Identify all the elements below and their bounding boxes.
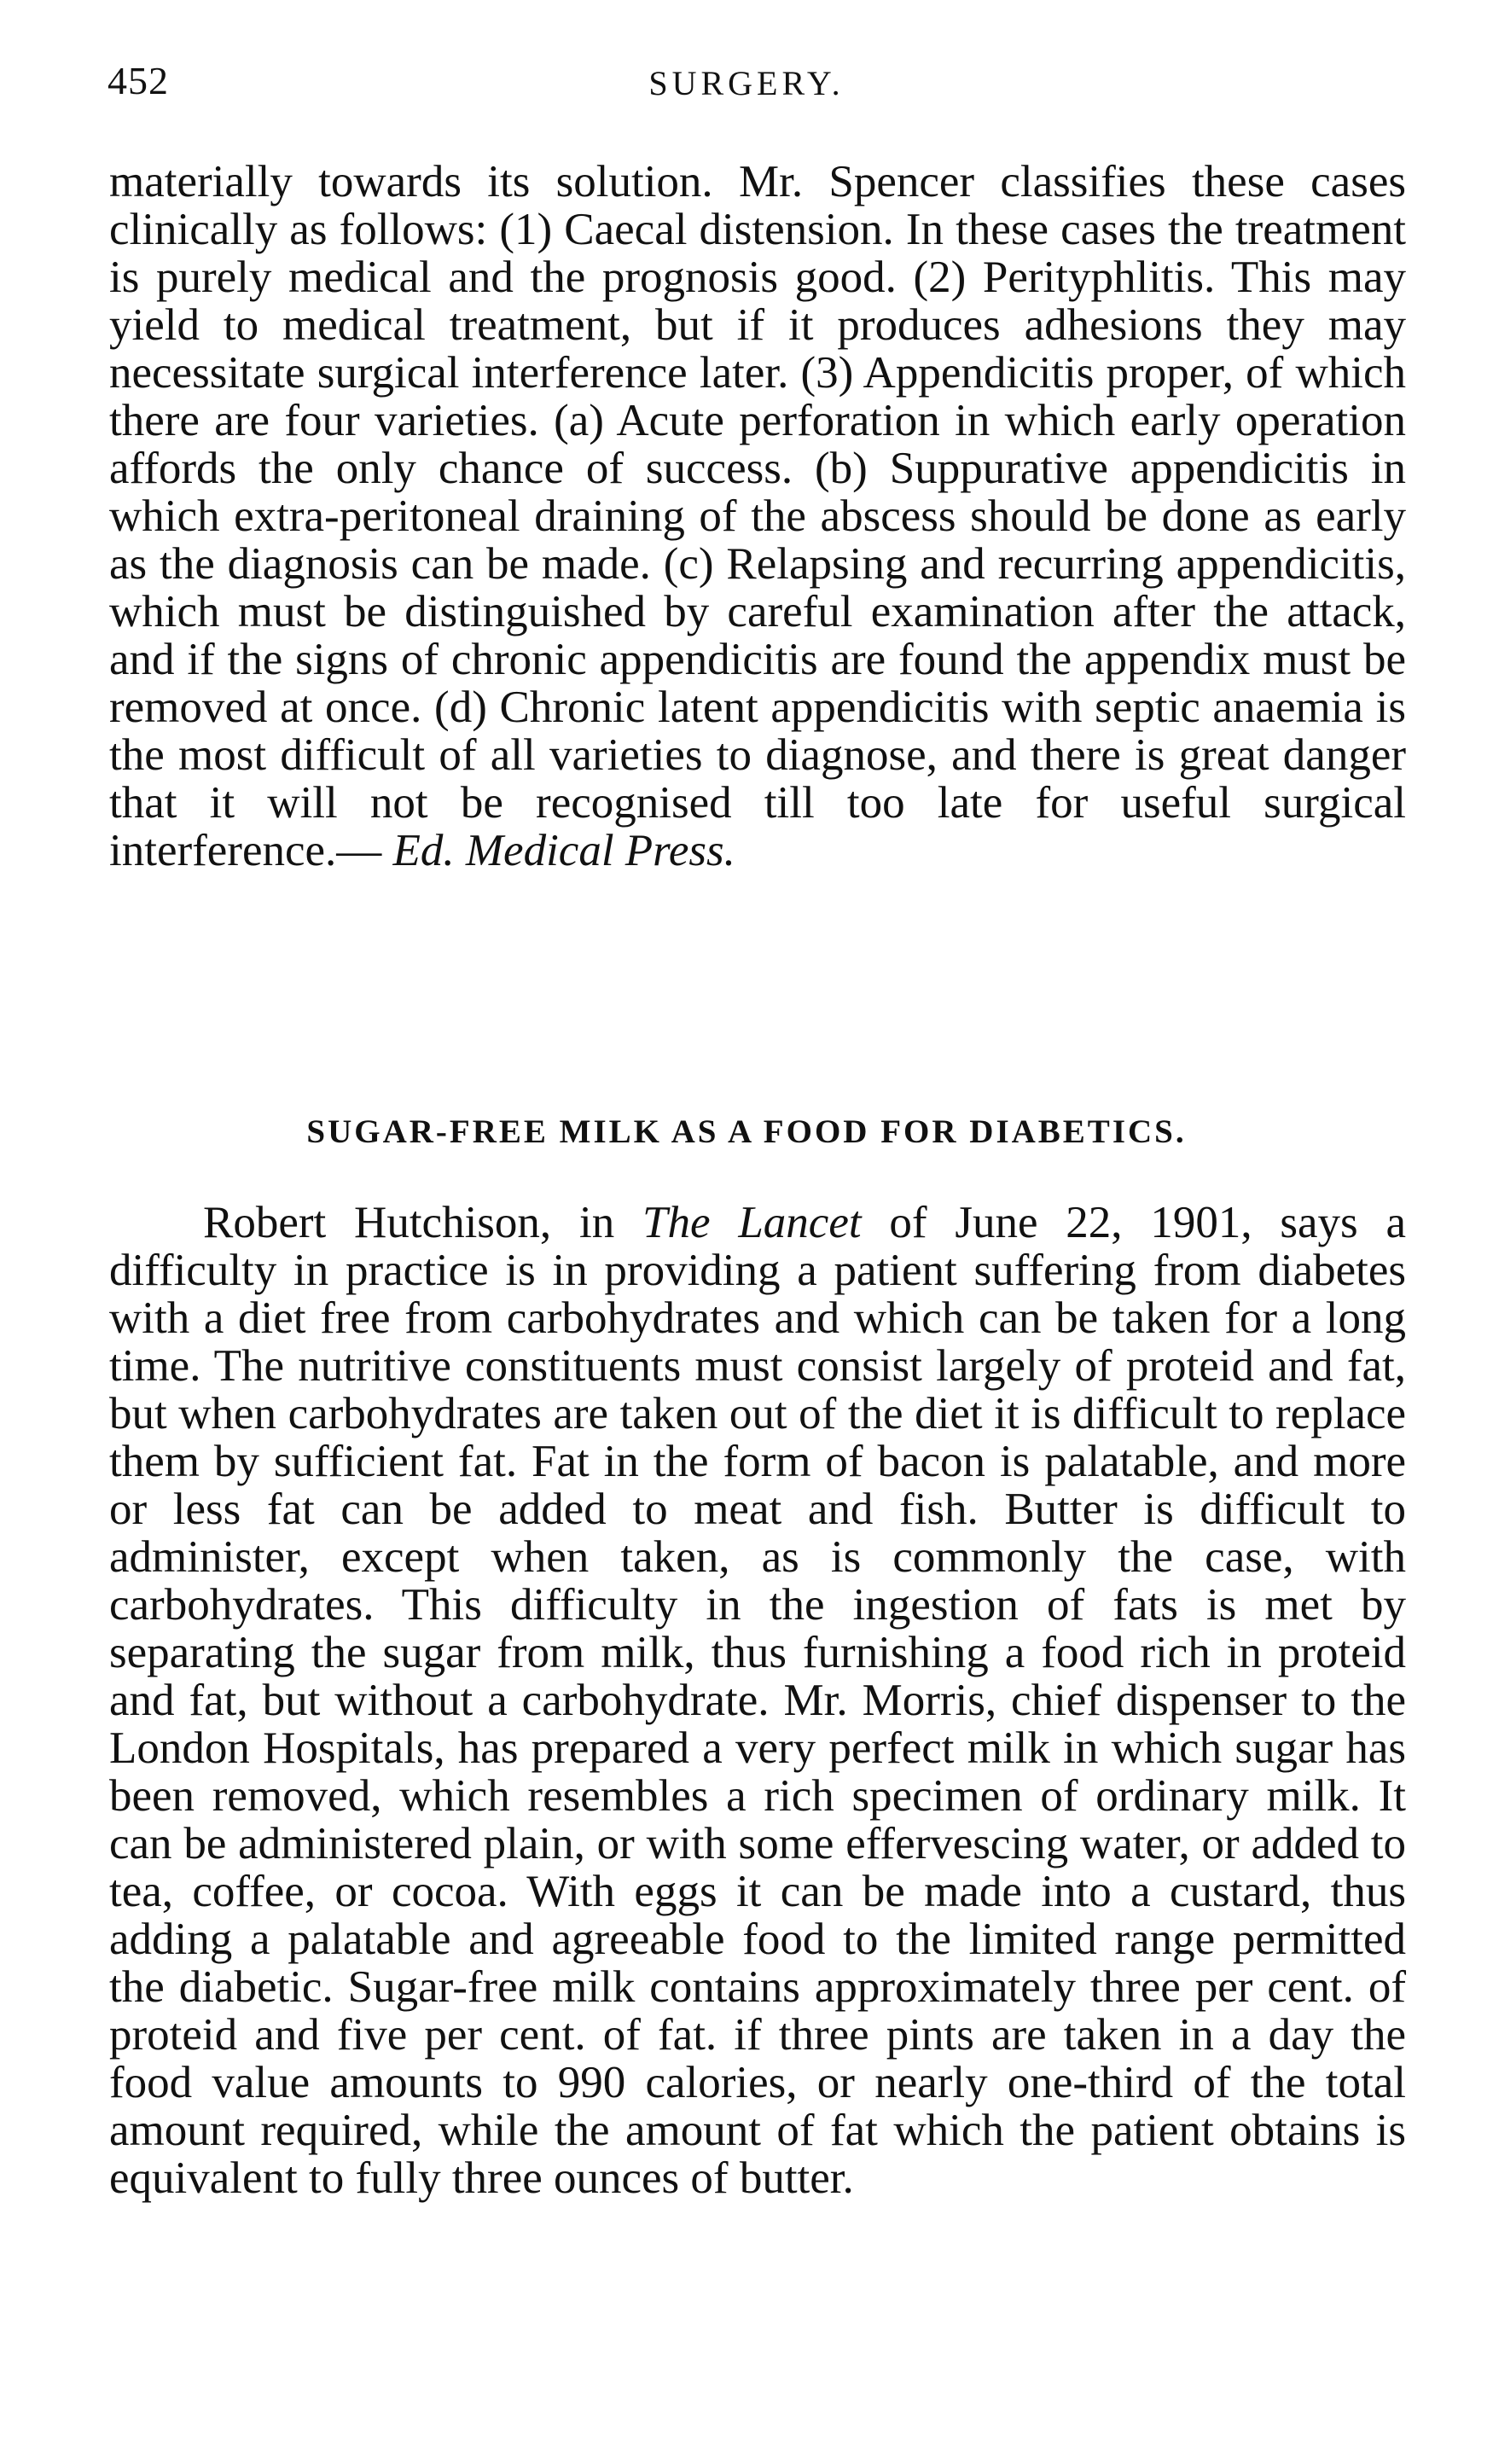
section-heading: SUGAR-FREE MILK AS A FOOD FOR DIABETICS. <box>306 1113 1187 1150</box>
journal-title: The Lancet <box>642 1198 862 1247</box>
source-signature: Ed. Medical Press. <box>392 826 735 875</box>
paragraph-lead: Robert Hutchison, in <box>203 1198 643 1247</box>
sugar-free-milk-paragraph <box>109 1199 1406 2202</box>
paragraph-text: materially towards its solution. Mr. Spencer classifies these cases clinically as follows: (1) Caecal distension. In these cases the treatment is purely medical and the prognosis good. (2) Perityphlitis. This may yield to medical treatment, but if it produces adhesions they may necessitate surgical interference later. (3) Appendicitis proper, of which there are four varieties. (a) Acute perforation in which early operation affords the only chance of success. (b) Suppurative appendicitis in which extra-peritoneal draining of the abscess should be done as early as the diagnosis can be made. (c) Relapsing and recurring appendicitis, which must be distinguished by careful examination after the attack, and if the signs of chronic appendicitis are found the appendix must be removed at once. (d) Chronic latent appendicitis with septic anaemia is the most difficult of all varieties to diagnose, and there is great danger that it will not be recognised till too late for useful surgical interference.— <box>109 157 1406 875</box>
page-number: 452 <box>107 59 169 102</box>
paragraph-text: of June 22, 1901, says a difficulty in practice is in providing a patient suffering from diabetes with a diet free from carbohydrates and which can be taken for a long time. The nutritive constituents must consist largely of proteid and fat, but when carbohydrates are taken out of the diet it is difficult to replace them by sufficient fat. Fat in the form of bacon is palatable, and more or less fat can be added to meat and fish. Butter is difficult to administer, except when taken, as is commonly the case, with carbohydrates. This difficulty in the ingestion of fats is met by separating the sugar from milk, thus furnishing a food rich in proteid and fat, but without a carbohydrate. Mr. Morris, chief dispenser to the London Hospitals, has prepared a very perfect milk in which sugar has been removed, which resembles a rich specimen of ordinary milk. It can be administered plain, or with some effervescing water, or added to tea, coffee, or cocoa. With eggs it can be made into a custard, thus adding a palatable and agreeable food to the limited range permitted the diabetic. Sugar-free milk contains approximately three per cent. of proteid and five per cent. of fat. if three pints are taken in a day the food value amounts to 990 calories, or nearly one-third of the total amount required, while the amount of fat which the patient obtains is equivalent to fully three ounces of butter. <box>109 1198 1406 2203</box>
running-head: SURGERY. <box>648 64 845 102</box>
spencer-classification-paragraph <box>109 158 1406 875</box>
